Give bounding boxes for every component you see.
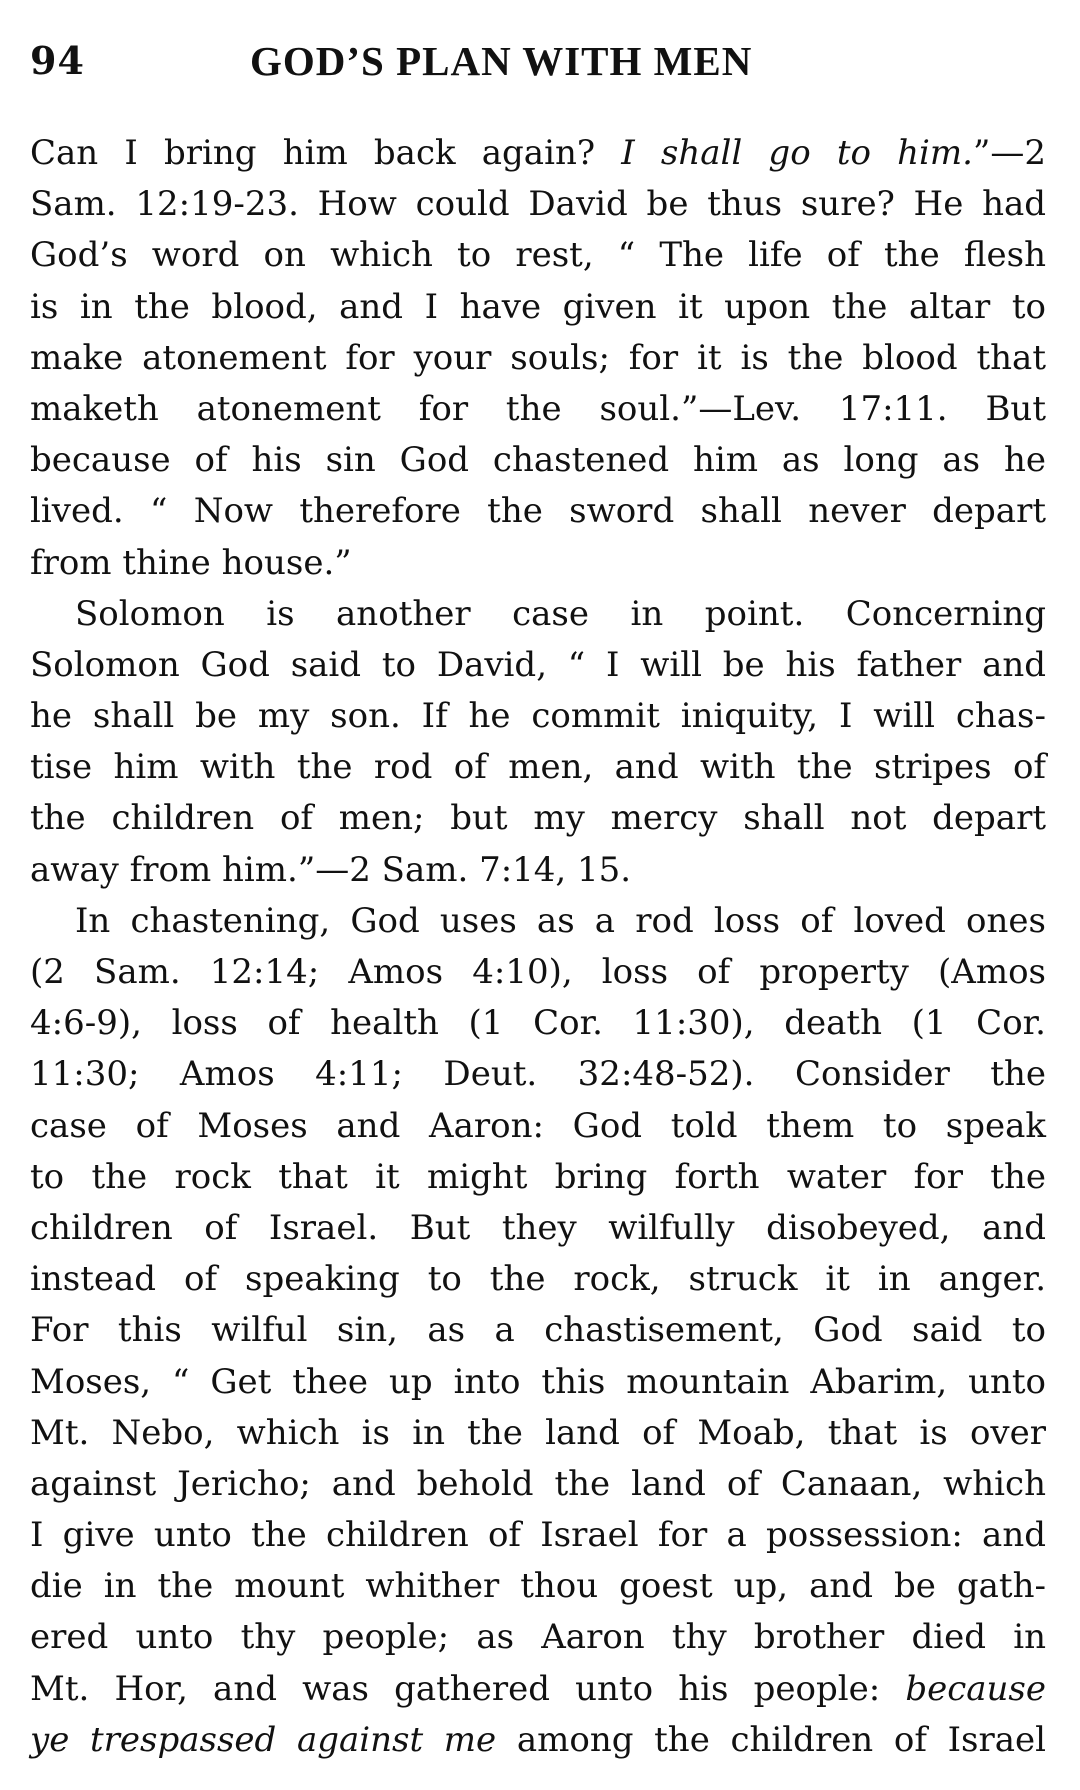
text-line: maketh atonement for the soul.”—Lev. 17:11. But (30, 388, 1046, 429)
text-line: In chastening, God uses as a rod loss of loved ones (75, 900, 1046, 941)
text-line: is in the blood, and I have given it upon the altar to (30, 286, 1046, 327)
text-line: (2 Sam. 12:14; Amos 4:10), loss of property (Amos (30, 952, 1046, 992)
text-line: to the rock that it might bring forth water for the (30, 1156, 1046, 1197)
text-line: away from him.”—2 Sam. 7:14, 15. (30, 849, 632, 890)
text-line: ered unto thy people; as Aaron thy brother died in (30, 1617, 1046, 1658)
text-line: children of Israel. But they wilfully disobeyed, and (30, 1207, 1046, 1248)
text-line: the children of men; but my mercy shall not depart (30, 798, 1046, 839)
text-line: Mt. Hor, and was gathered unto his people: because (30, 1668, 1046, 1709)
running-title: GOD’S PLAN WITH MEN (250, 38, 753, 84)
page-header (30, 36, 1050, 96)
text-line: 4:6-9), loss of health (1 Cor. 11:30), death (1 Cor. (30, 1003, 1046, 1044)
text-line: I give unto the children of Israel for a possession: and (30, 1515, 1046, 1556)
text-line: tise him with the rod of men, and with the stripes of (30, 747, 1046, 788)
page-number: 94 (30, 38, 85, 83)
text-line: ye trespassed against me among the children of Israel (30, 1719, 1046, 1760)
text-line: Mt. Nebo, which is in the land of Moab, that is over (30, 1412, 1046, 1453)
text-line: he shall be my son. If he commit iniquity, I will chas- (30, 696, 1046, 737)
text-line: Solomon God said to David, “ I will be his father and (30, 644, 1046, 685)
text-line: God’s word on which to rest, “ The life of the flesh (30, 235, 1046, 276)
text-line: lived. “ Now therefore the sword shall never depart (30, 491, 1046, 532)
text-line: For this wilful sin, as a chastisement, God said to (30, 1310, 1046, 1351)
text-line: case of Moses and Aaron: God told them to speak (30, 1105, 1046, 1146)
text-line: 11:30; Amos 4:11; Deut. 32:48-52). Consider the (30, 1054, 1046, 1095)
text-line: instead of speaking to the rock, struck it in anger. (30, 1259, 1046, 1300)
text-line: because of his sin God chastened him as long as he (30, 440, 1046, 481)
body-text (30, 128, 1046, 1766)
text-line: Moses, “ Get thee up into this mountain Abarim, unto (30, 1361, 1046, 1402)
text-line: against Jericho; and behold the land of Canaan, which (30, 1463, 1046, 1504)
text-line: Solomon is another case in point. Concerning (75, 593, 1046, 634)
text-line: die in the mount whither thou goest up, and be gath- (30, 1566, 1046, 1607)
text-line: Can I bring him back again? I shall go to him.”—2 (30, 133, 1046, 173)
text-line: from thine house.” (30, 542, 352, 583)
text-line: Sam. 12:19-23. How could David be thus sure? He had (30, 184, 1046, 225)
text-line: make atonement for your souls; for it is the blood that (30, 337, 1046, 378)
